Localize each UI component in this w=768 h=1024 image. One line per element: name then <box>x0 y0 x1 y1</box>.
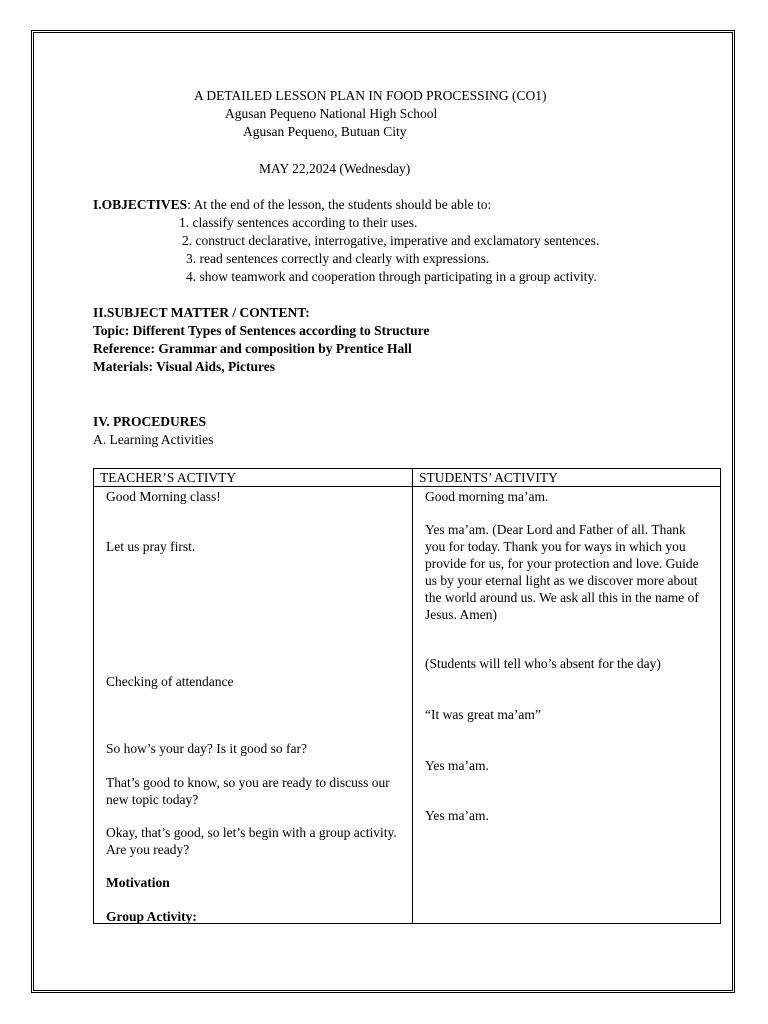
teacher-line: Let us pray first. <box>106 539 196 554</box>
objective-item-1: 1. classify sentences according to their uses. <box>179 215 418 230</box>
learning-activities-table <box>93 468 721 924</box>
teacher-line: Motivation <box>106 875 170 890</box>
objectives-intro: : At the end of the lesson, the students should be able to: <box>187 197 492 212</box>
school-name: Agusan Pequeno National High School <box>225 106 438 121</box>
students-activity-cell <box>413 487 721 924</box>
document-title: A DETAILED LESSON PLAN IN FOOD PROCESSING (CO1) <box>194 88 547 103</box>
school-address: Agusan Pequeno, Butuan City <box>243 124 407 139</box>
table-header-row <box>94 469 721 487</box>
objective-item-4: 4. show teamwork and cooperation through participating in a group activity. <box>186 269 597 284</box>
student-line: “It was great ma’am” <box>425 707 541 722</box>
teacher-line: Okay, that’s good, so let’s begin with a group activity. Are you ready? <box>106 825 397 857</box>
subject-matter-heading: II.SUBJECT MATTER / CONTENT: <box>93 305 310 320</box>
objectives-heading: I.OBJECTIVES <box>93 197 188 212</box>
student-line: Yes ma’am. <box>425 808 489 823</box>
teacher-line: Good Morning class! <box>106 489 221 504</box>
student-line: (Students will tell who’s absent for the day) <box>425 656 661 671</box>
procedures-heading: IV. PROCEDURES <box>93 414 207 429</box>
teacher-activity-cell <box>94 487 413 924</box>
subject-topic: Topic: Different Types of Sentences according to Structure <box>93 323 430 338</box>
teacher-column-header: TEACHER’S ACTIVTY <box>94 469 413 487</box>
learning-activities-heading: A. Learning Activities <box>93 432 214 447</box>
objectives-line <box>93 196 491 214</box>
subject-reference: Reference: Grammar and composition by Prentice Hall <box>93 341 412 356</box>
teacher-line: Group Activity: <box>106 909 197 924</box>
student-line: Yes ma’am. <box>425 758 489 773</box>
teacher-line: So how’s your day? Is it good so far? <box>106 741 307 756</box>
students-column-header: STUDENTS’ ACTIVITY <box>413 469 721 487</box>
teacher-line: That’s good to know, so you are ready to discuss our new topic today? <box>106 775 390 807</box>
teacher-line: Checking of attendance <box>106 674 234 689</box>
subject-materials: Materials: Visual Aids, Pictures <box>93 359 275 374</box>
objective-item-2: 2. construct declarative, interrogative, imperative and exclamatory sentences. <box>182 233 600 248</box>
lesson-date: MAY 22,2024 (Wednesday) <box>259 161 411 176</box>
student-line: Yes ma’am. (Dear Lord and Father of all. Thank you for today. Thank you for ways in which you provide for us, for your protection and love. Guide us by your eternal light as we discover more about the world around us. We ask all this in the name of Jesus. Amen) <box>425 522 699 622</box>
student-line: Good morning ma’am. <box>425 489 549 504</box>
table-row <box>94 487 721 924</box>
objective-item-3: 3. read sentences correctly and clearly with expressions. <box>186 251 490 266</box>
